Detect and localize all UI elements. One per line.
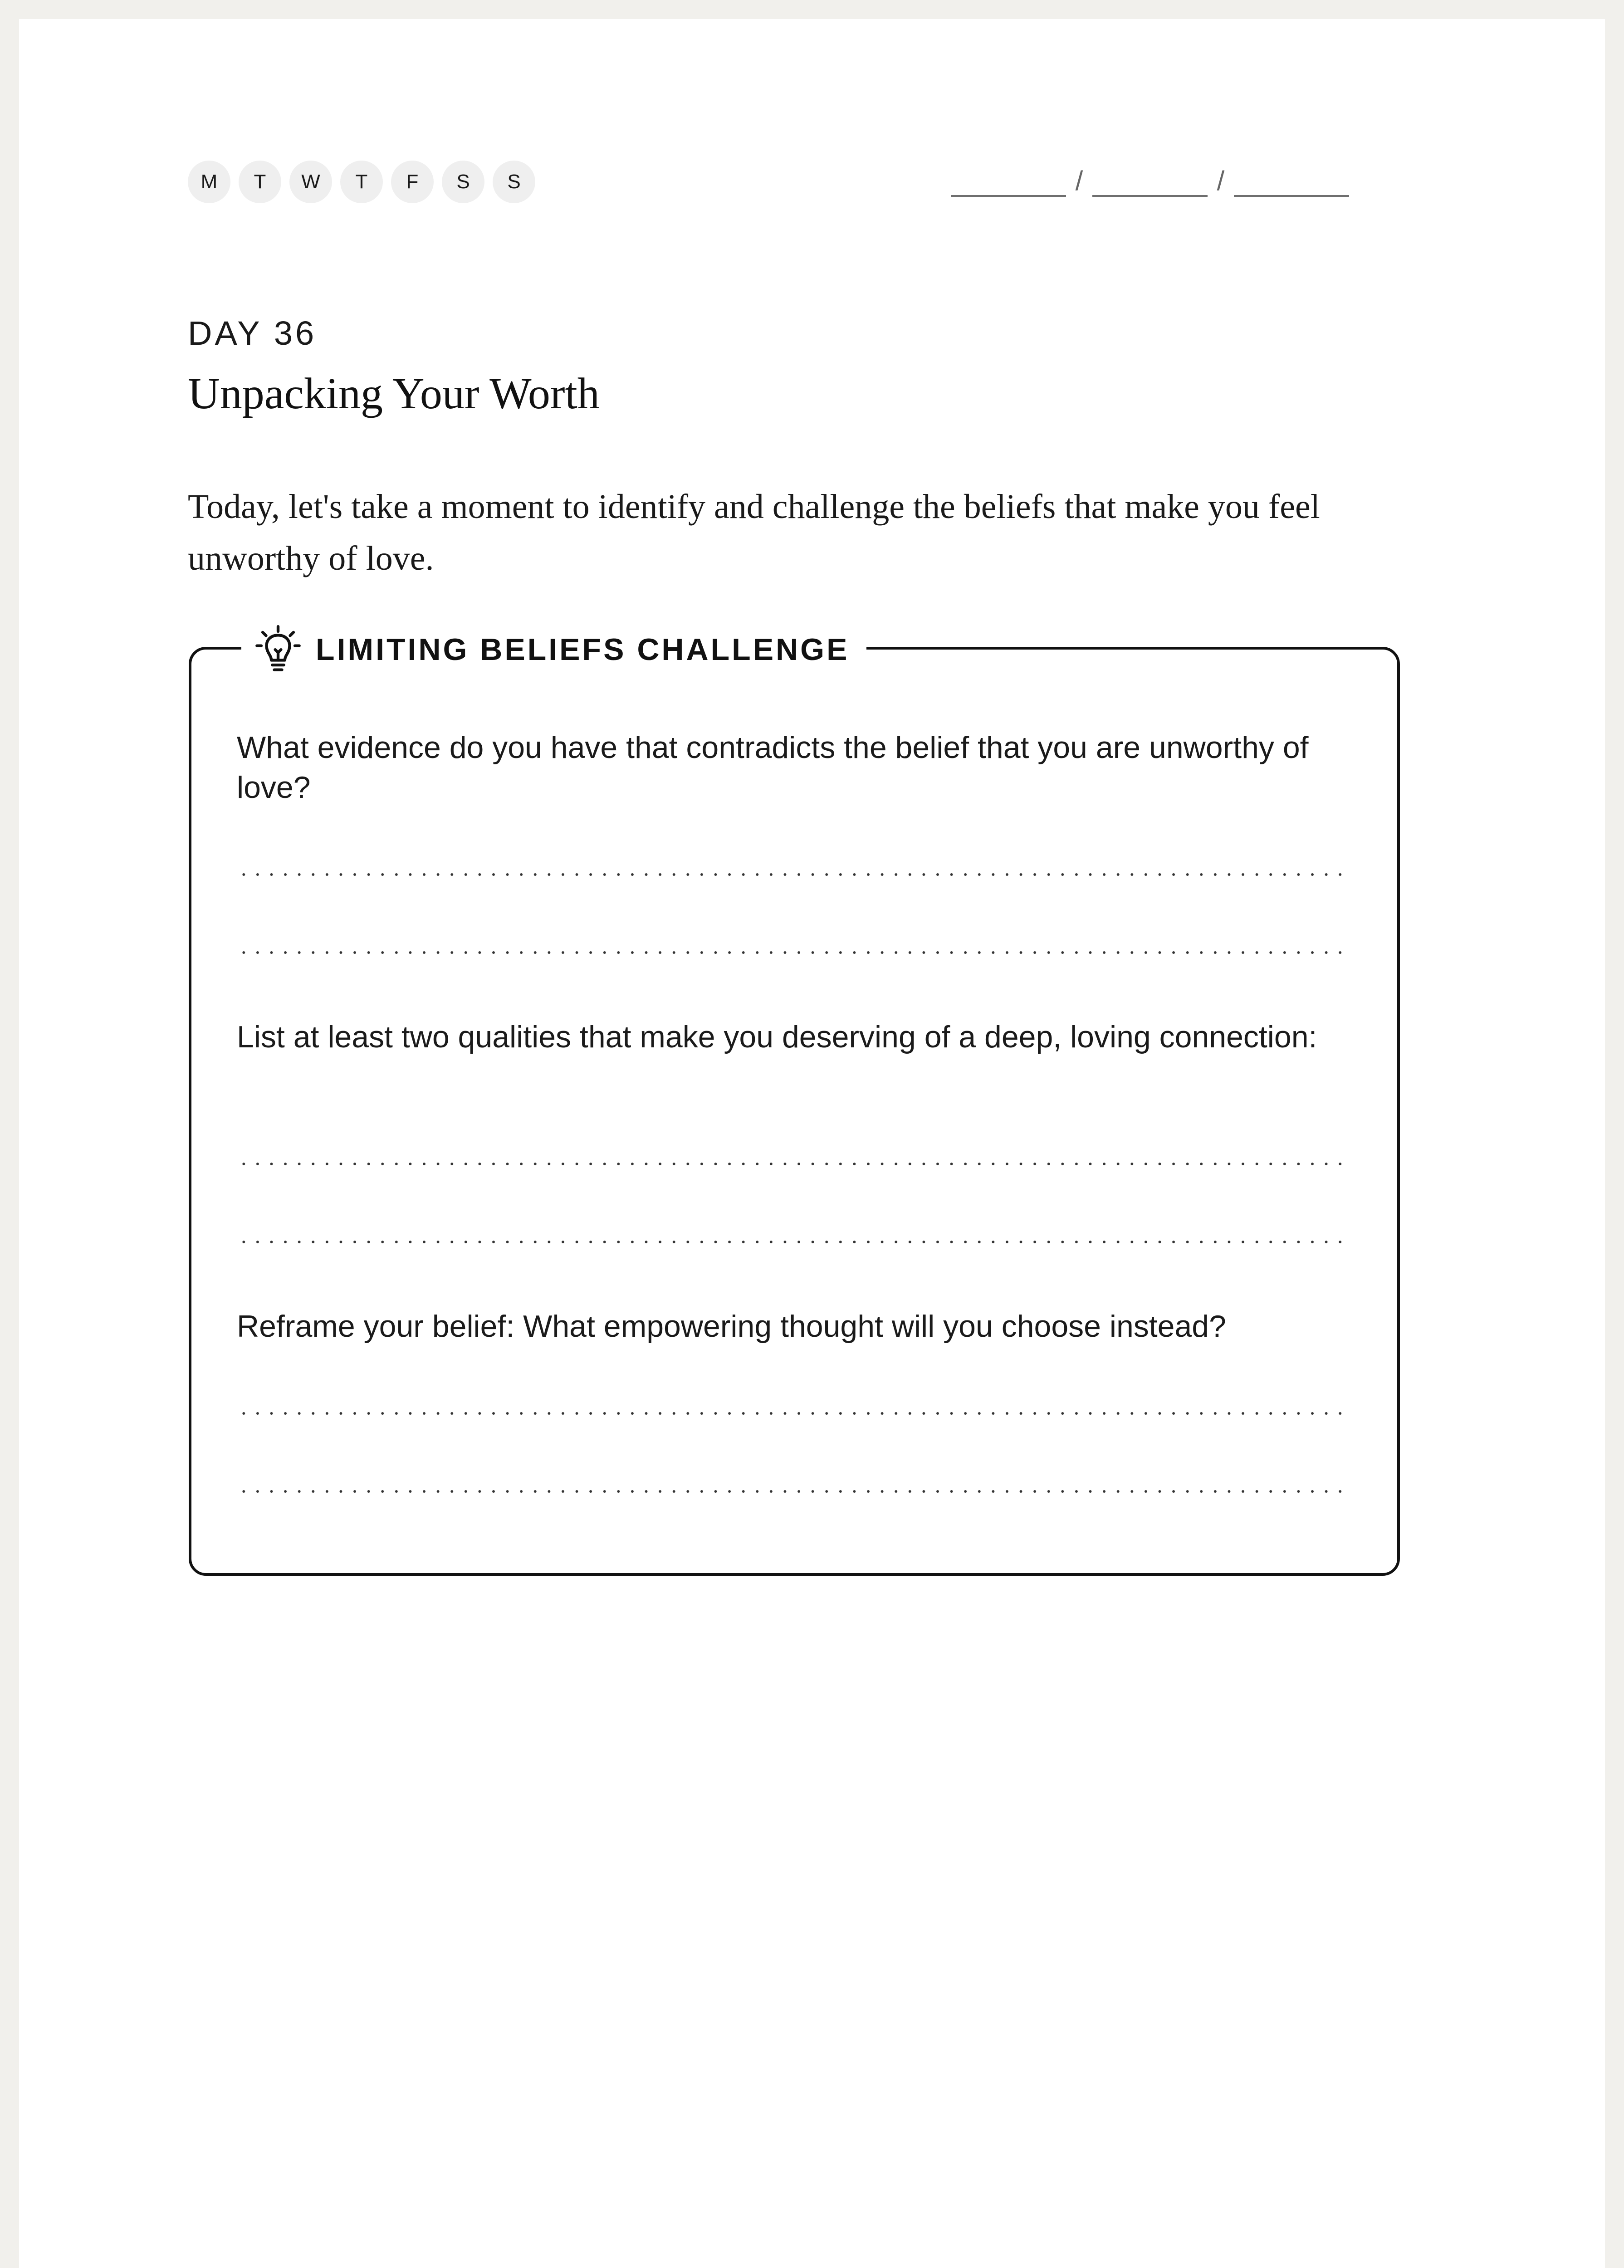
weekday-tuesday[interactable]: T (239, 161, 281, 203)
question-1: What evidence do you have that contradicts the belief that you are unworthy of love? (237, 730, 1309, 805)
lightbulb-icon (254, 625, 302, 675)
page-title: Unpacking Your Worth (188, 369, 600, 418)
date-month-blank[interactable] (1092, 163, 1208, 197)
weekday-sunday[interactable]: S (493, 161, 535, 203)
answer-line-3b[interactable] (237, 1490, 1349, 1493)
challenge-heading: LIMITING BELIEFS CHALLENGE (316, 632, 850, 667)
answer-line-2a[interactable] (237, 1162, 1349, 1166)
answer-line-1a[interactable] (237, 873, 1349, 876)
challenge-box (189, 632, 1400, 1576)
date-year-blank[interactable] (1234, 163, 1349, 197)
weekday-saturday[interactable]: S (442, 161, 484, 203)
weekday-thursday[interactable]: T (340, 161, 383, 203)
question-3: Reframe your belief: What empowering thought will you choose instead? (237, 1309, 1226, 1344)
question-2: List at least two qualities that make you deserving of a deep, loving connection: (237, 1020, 1317, 1054)
challenge-header (241, 625, 866, 674)
answer-line-3a[interactable] (237, 1412, 1349, 1415)
intro-text: Today, let's take a moment to identify and challenge the beliefs that make you feel unworthy of love. (188, 488, 1320, 577)
weekday-wednesday[interactable]: W (289, 161, 332, 203)
date-field (951, 163, 1349, 197)
answer-line-1b[interactable] (237, 951, 1349, 954)
day-label: DAY 36 (188, 314, 317, 352)
journal-page (19, 19, 1605, 2268)
date-separator: / (1075, 166, 1083, 196)
weekday-friday[interactable]: F (391, 161, 434, 203)
answer-line-2b[interactable] (237, 1240, 1349, 1244)
date-day-blank[interactable] (951, 163, 1066, 197)
weekday-monday[interactable]: M (188, 161, 230, 203)
weekday-selector (188, 161, 535, 203)
date-separator: / (1217, 166, 1225, 196)
